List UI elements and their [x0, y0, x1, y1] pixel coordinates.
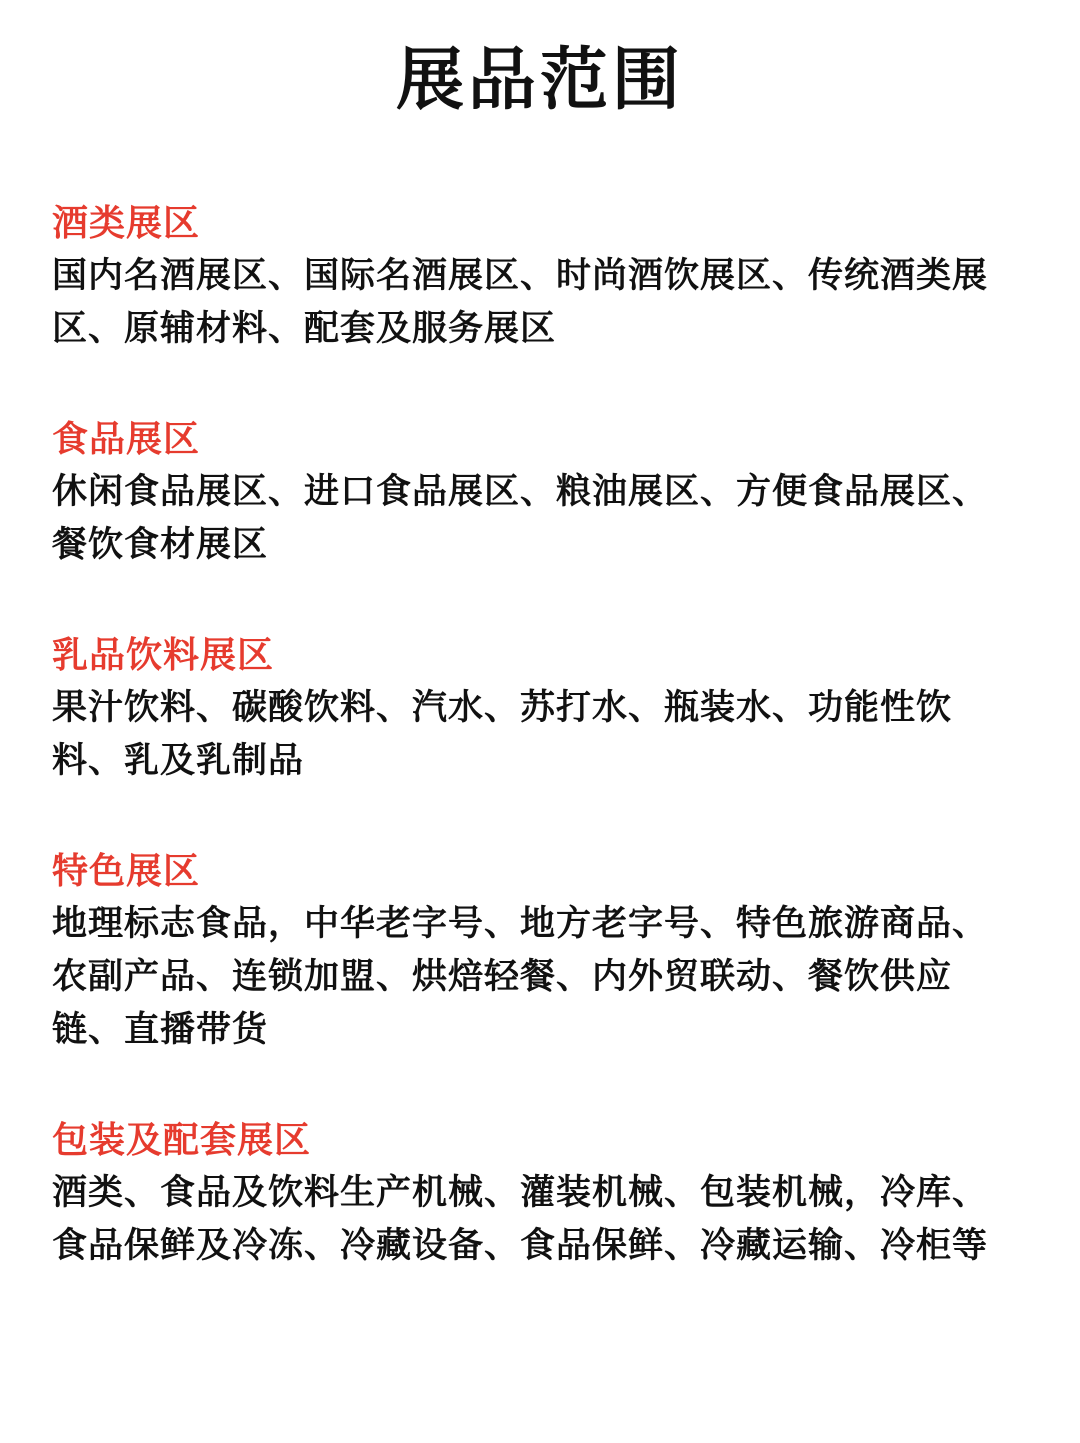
section-packaging	[52, 1115, 1027, 1273]
section-liquor	[52, 198, 1027, 356]
section-body: 果汁饮料、碳酸饮料、汽水、苏打水、瓶装水、功能性饮料、乳及乳制品	[52, 688, 953, 781]
sections-list	[52, 198, 1027, 1331]
section-heading: 食品展区	[52, 419, 201, 460]
section-body: 地理标志食品，中华老字号、地方老字号、特色旅游商品、农副产品、连锁加盟、烘焙轻餐、内外贸联动、餐饮供应链、直播带货	[52, 904, 989, 1050]
section-heading: 包装及配套展区	[52, 1120, 312, 1161]
section-heading: 酒类展区	[52, 203, 201, 244]
page-title: 展品范围	[395, 41, 684, 120]
section-body: 酒类、食品及饮料生产机械、灌装机械、包装机械，冷库、食品保鲜及冷冻、冷藏设备、食品保鲜、冷藏运输、冷柜等	[52, 1173, 989, 1266]
section-body: 休闲食品展区、进口食品展区、粮油展区、方便食品展区、餐饮食材展区	[52, 472, 989, 565]
section-food	[52, 414, 1027, 572]
section-body: 国内名酒展区、国际名酒展区、时尚酒饮展区、传统酒类展区、原辅材料、配套及服务展区	[52, 256, 989, 349]
section-heading: 特色展区	[52, 851, 201, 892]
section-specialty	[52, 846, 1027, 1057]
section-dairy-beverage	[52, 630, 1027, 788]
section-heading: 乳品饮料展区	[52, 635, 275, 676]
